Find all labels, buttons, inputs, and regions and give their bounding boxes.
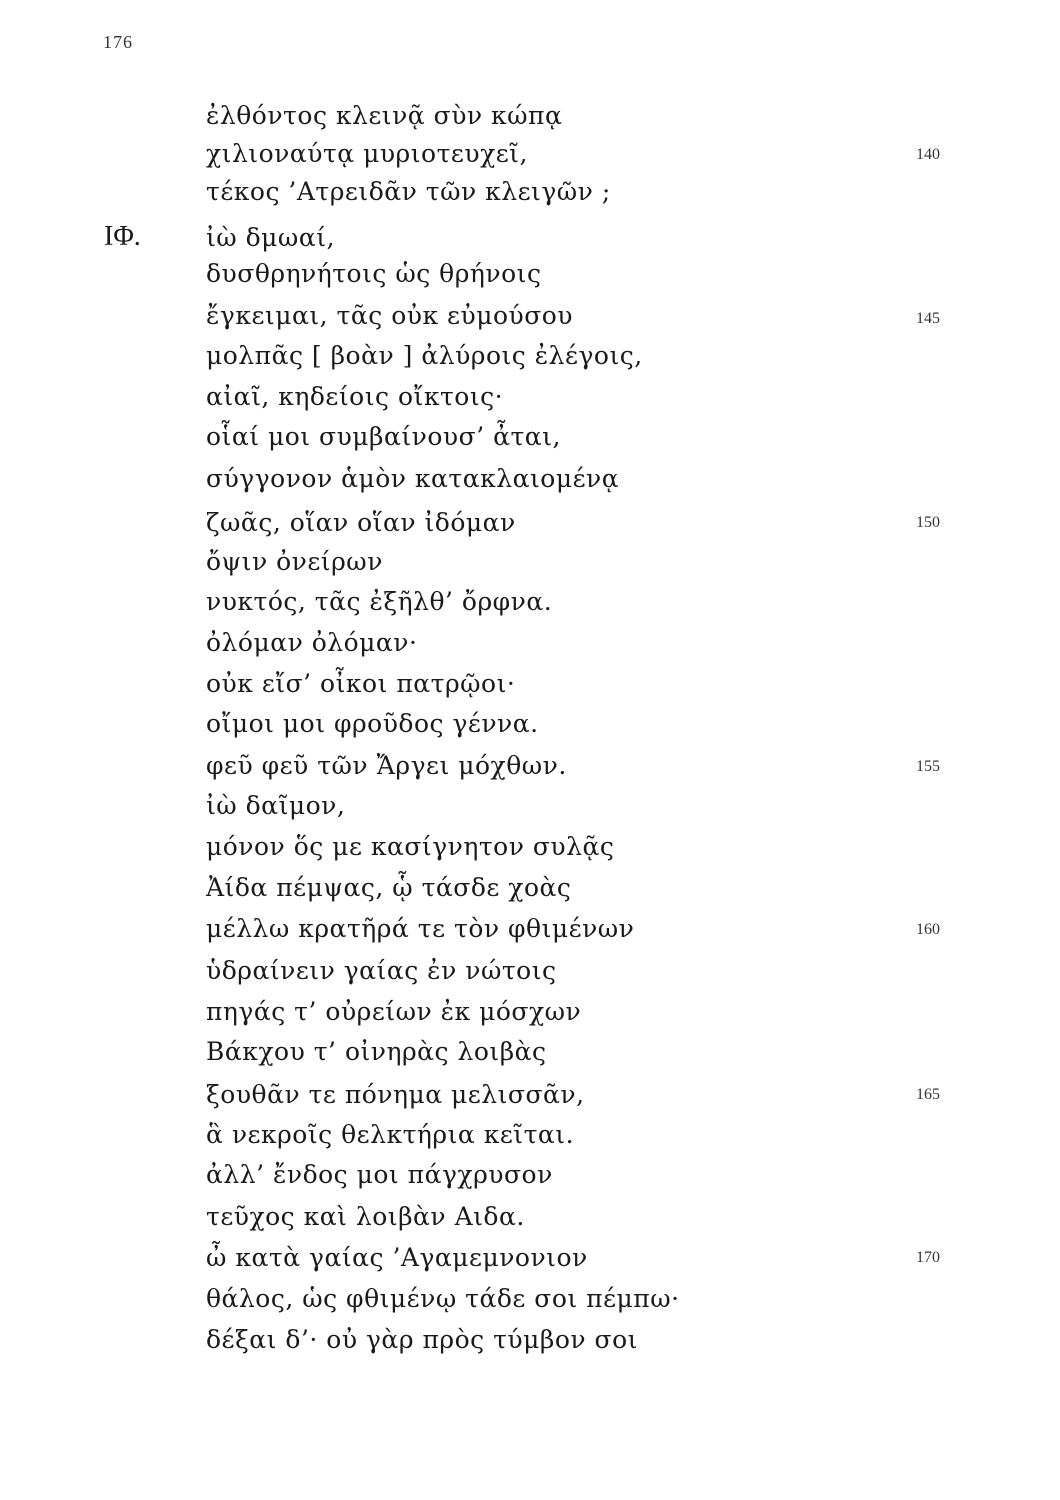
verse-line: ὀλόμαν ὀλόμαν· — [206, 628, 418, 657]
verse-line: ἀλλ’ ἔνδος μοι πάγχρυσον — [206, 1160, 553, 1189]
verse-line: ἰὼ δμωαί, — [206, 223, 335, 252]
line-number: 170 — [916, 1249, 940, 1266]
verse-line: ξουθᾶν τε πόνημα μελισσᾶν, — [206, 1080, 585, 1109]
verse-line: Ἀίδα πέμψας, ᾧ τάσδε χοὰς — [206, 873, 572, 902]
line-number: 145 — [916, 310, 940, 327]
verse-line: δέξαι δ’· οὐ γὰρ πρὸς τύμβον σοι — [206, 1325, 638, 1354]
verse-line: οἷαί μοι συμβαίνουσ’ ἆται, — [206, 422, 561, 451]
verse-line: χιλιοναύτᾳ μυριοτευχεῖ, — [206, 139, 528, 168]
line-number: 165 — [916, 1086, 940, 1103]
verse-line: σύγγονον ἁμὸν κατακλαιομένᾳ — [206, 464, 620, 493]
verse-line: ζωᾶς, οἵαν οἵαν ἰδόμαν — [206, 508, 516, 537]
speaker-label: ΙΦ. — [104, 221, 141, 252]
verse-line: αἰαῖ, κηδείοις οἴκτοις· — [206, 382, 504, 411]
verse-line: ὄψιν ὀνείρων — [206, 547, 383, 576]
verse-line: πηγάς τ’ οὐρείων ἐκ μόσχων — [206, 997, 582, 1026]
verse-line: μολπᾶς [ βοὰν ] ἀλύροις ἐλέγοις, — [206, 341, 643, 370]
verse-line: φεῦ φεῦ τῶν Ἄργει μόχθων. — [206, 751, 567, 780]
line-number: 150 — [916, 514, 940, 531]
line-number: 155 — [916, 758, 940, 775]
verse-line: τέκος ’Ατρειδᾶν τῶν κλειγῶν ; — [206, 177, 611, 206]
verse-line: οἴμοι μοι φροῦδος γέννα. — [206, 709, 539, 738]
verse-line: τεῦχος καὶ λοιβὰν Αιδα. — [206, 1202, 525, 1231]
verse-line: ὑδραίνειν γαίας ἐν νώτοις — [206, 956, 557, 985]
verse-line: ἰὼ δαῖμον, — [206, 791, 346, 820]
verse-line: Βάκχου τ’ οἰνηρὰς λοιβὰς — [206, 1037, 547, 1066]
page-number: 176 — [103, 32, 133, 52]
verse-line: μέλλω κρατῆρά τε τὸν φθιμένων — [206, 914, 635, 943]
verse-line: ἃ νεκροῖς θελκτήρια κεῖται. — [206, 1120, 575, 1149]
line-number: 140 — [916, 146, 940, 163]
line-number: 160 — [916, 921, 940, 938]
verse-line: ὦ κατὰ γαίας ’Αγαμεμνονιον — [206, 1243, 588, 1272]
verse-line: θάλος, ὡς φθιμένῳ τάδε σοι πέμπω· — [206, 1284, 680, 1313]
verse-line: μόνον ὅς με κασίγνητον συλᾷς — [206, 832, 615, 861]
verse-line: δυσθρηνήτοις ὡς θρήνοις — [206, 259, 542, 288]
verse-line: νυκτός, τᾶς ἐξῆλθ’ ὄρφνα. — [206, 587, 553, 616]
verse-line: ἐλθόντος κλεινᾷ σὺν κώπᾳ — [206, 101, 563, 130]
verse-line: οὐκ εἴσ’ οἶκοι πατρῷοι· — [206, 669, 516, 698]
verse-line: ἔγκειμαι, τᾶς οὐκ εὐμούσου — [206, 301, 574, 330]
